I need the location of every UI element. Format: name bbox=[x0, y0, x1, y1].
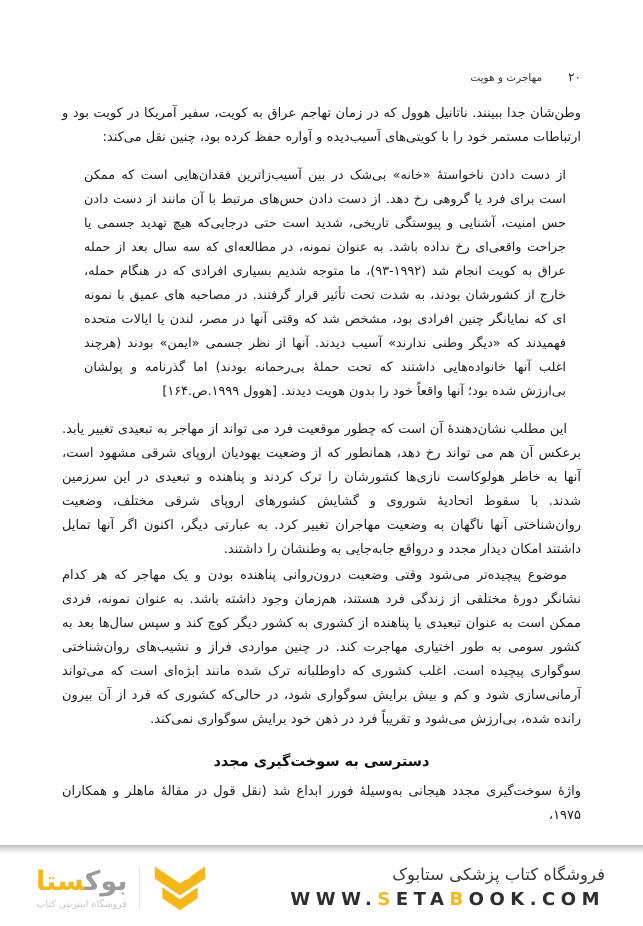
logo-tagline: فروشگاه اینترنتی کتاب bbox=[36, 898, 127, 910]
url-segment-accent-s: S bbox=[377, 889, 396, 910]
paragraph-4: واژهٔ سوخت‌گیری مجدد هیجانی به‌وسیلهٔ فورر ابداع شد (نقل قول در مقالهٔ ماهلر و همکاران ۱۹۷۵، bbox=[62, 784, 581, 823]
logo-wordmark-block bbox=[36, 867, 127, 910]
url-segment: WWW. bbox=[290, 889, 378, 910]
url-segment: OOK.COM bbox=[468, 889, 605, 910]
page-body bbox=[62, 102, 581, 828]
url-segment: ETA bbox=[395, 889, 450, 910]
logo-divider bbox=[139, 866, 140, 910]
paragraph-2: این مطلب نشان‌دهندهٔ آن است که چطور موقعیت فرد می تواند از مهاجر به تبعیدی تغییر یابد. برعکس آن هم می تواند رخ دهد، همانطور که از وضعیت یهودیان اروپای شرقی مشهود است، آنها به خاطر هولوکاست نازی‌ها کشورشان را ترک کردند و پناهنده و تبعیدی در این سرزمین شدند. با سقوط اتحادیهٔ شوروی و گشایش کشورهای اروپای شرقی مختلف، وضعیت روان‌شناختی آنها ناگهان به وضعیت مهاجران تغییر کرد. به عبارتی دیگر، اکنون اگر آنها تمایل داشتند امکان دیدار مجدد و درواقع جابه‌جایی به وطنشان را داشتند. bbox=[62, 422, 581, 557]
logo-wordmark-gray: بوک bbox=[84, 865, 128, 897]
page-header bbox=[62, 70, 581, 84]
blockquote-text: از دست دادن ناخواستهٔ «خانه» بی‌شک در بین آسیب‌زاترین فقدان‌هایی است که ممکن است برای فرد یا گروهی رخ دهد. از دست دادن حس‌های مرتبط با آن مانند از دست دادن حس امنیت، آشنایی و پیوستگی تاریخی، شدید است حتی درجایی‌که هیچ تهدید جسمی یا جراحت واقعی‌ای رخ نداده باشد. به عنوان نمونه، در مطالعه‌ای که سه سال بعد از حمله عراق به کویت انجام شد (۱۹۹۲-۹۳)، ما متوجه شدیم بسیاری افرادی که در هنگام حمله، خارج از کشورشان بودند، به شدت تحت تأثیر قرار گرفتند. در مصاحبه های عمیق با نمونه ای که نمایانگر چنین افرادی بود، مشخص شد که وقتی آنها در مصر، لندن یا ایالات متحده فهمیدند که «دیگر وطنی ندارند» آسیب دیدند. آنها از نظر جسمی «ایمن» بودند (هرچند اغلب آنها خانواده‌هایی داشتند که تحت حملهٔ بی‌رحمانه بودند) اما گذرنامه و پولشان بی‌ارزش شده بود؛ آنها واقعاً خود را بدون هویت دیدند. [هوول ۱۹۹۹.ص.۱۶۴] bbox=[84, 168, 566, 399]
page-number: ۲۰ bbox=[568, 70, 581, 84]
paragraph-intro: وطن‌شان جدا ببینند. ناتانیل هوول که در زمان تهاجم عراق به کویت، سفیر آمریکا در کویت بود و ارتباطات مستمر خود را با کویتی‌های آسیب‌دیده و آواره حفظ کرده بود، چنین نقل می‌کند: bbox=[62, 106, 581, 145]
blockquote bbox=[84, 164, 566, 404]
logo-wordmark-yellow: ستا bbox=[36, 865, 85, 897]
footer-banner bbox=[0, 854, 643, 926]
paragraph-3: موضوع پیچیده‌تر می‌شود وقتی وضعیت درون‌روانی پناهنده بودن و یک مهاجر که هر کدام نشانگر دورهٔ مختلفی از زندگی فرد هستند، هم‌زمان وجود داشته باشد. به عنوان نمونه، فردی ممکن است به عنوان تبعیدی یا پناهنده از کشوری به کشور دیگر کوچ کند و سپس سال‌ها بعد به کشور سومی به طور اختیاری مهاجرت کند. در چنین مواردی فراز و نشیب‌های روان‌شناختی سوگواری پیچیده است. اغلب کشوری که داوطلبانه ترک شده مانند ابژه‌ای است که می‌تواند آرمانی‌سازی شود و کم و بیش برایش سوگواری شود، در حالی‌که کشوری که فرد از آن بیرون رانده شده، بی‌ارزش می‌شود و تقریباً فرد در ذهن خود برایش سوگواری نمی‌کند. bbox=[62, 568, 581, 727]
store-url-link[interactable] bbox=[290, 889, 605, 911]
page-bottom-shadow bbox=[0, 845, 643, 854]
setabook-logo[interactable] bbox=[36, 862, 208, 914]
double-chevron-emblem-icon bbox=[152, 862, 208, 914]
url-segment-accent-b: B bbox=[449, 889, 469, 910]
store-info bbox=[290, 865, 605, 911]
running-title: مهاجرت و هویت bbox=[470, 72, 543, 84]
logo-wordmark bbox=[36, 867, 127, 897]
section-heading: دسترسی به سوخت‌گیری مجدد bbox=[213, 754, 430, 770]
store-title: فروشگاه کتاب پزشکی ستابوک bbox=[392, 865, 605, 884]
